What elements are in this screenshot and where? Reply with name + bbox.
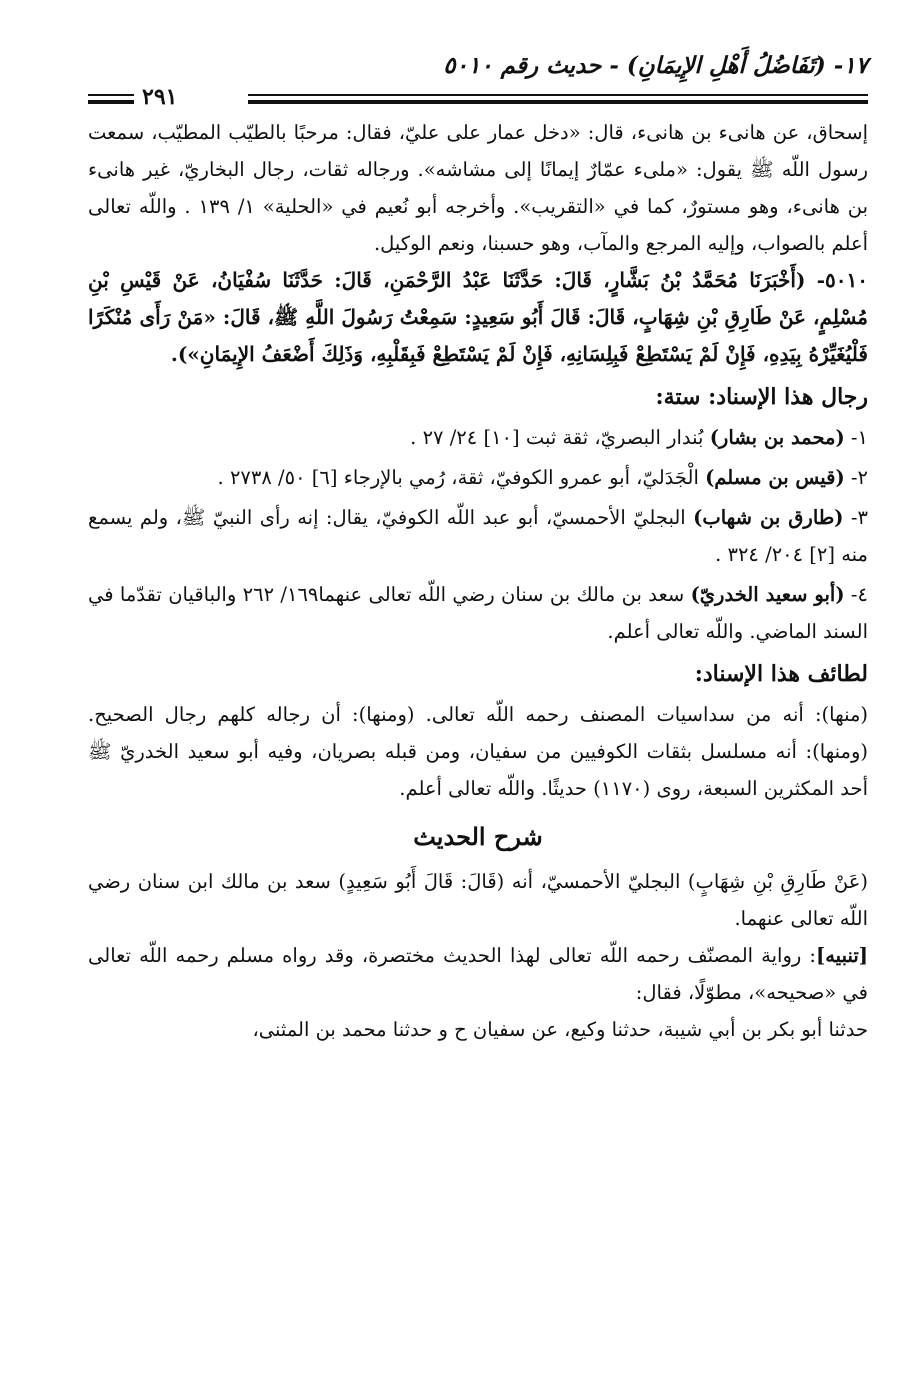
narrator-text: البجليّ الأحمسيّ، أبو عبد اللّه الكوفيّ، يقال: إنه رأى النبيّ ﷺ، ولم يسمع منه [٢] ٢٠٤/ ٣٢٤ . bbox=[88, 506, 868, 566]
narrator-name: (أبو سعيد الخدريّ) bbox=[690, 583, 845, 606]
narrator-item bbox=[88, 499, 868, 573]
page bbox=[88, 48, 868, 1348]
narrator-item bbox=[88, 576, 868, 650]
sharh-paragraph: (عَنْ طَارِقِ بْنِ شِهَابٍ) البجليّ الأحمسيّ، أنه (قَالَ: قَالَ أَبُو سَعِيدٍ) سعد بن مالك ابن سنان رضي اللّه تعالى عنهما. bbox=[88, 870, 868, 930]
narrator-number: ٣- bbox=[843, 506, 869, 529]
sharh-heading: شرح الحديث bbox=[413, 822, 543, 851]
narrator-item bbox=[88, 419, 868, 456]
header-rule-thick-left bbox=[88, 100, 134, 104]
tanbih-text: : رواية المصنّف رحمه اللّه تعالى لهذا الحديث مختصرة، وقد رواه مسلم رحمه اللّه تعالى في «صحيحه»، مطوّلًا، فقال: bbox=[88, 944, 868, 1004]
hadith-text: ٥٠١٠- (أَخْبَرَنَا مُحَمَّدُ بْنُ بَشَّارٍ، قَالَ: حَدَّثَنَا عَبْدُ الرَّحْمَنِ، قَالَ: حَدَّثَنَا سُفْيَانُ، عَنْ قَيْسِ بْنِ مُسْلِمٍ، عَنْ طَارِقِ بْنِ شِهَابٍ، قَالَ: قَالَ أَبُو سَعِيدٍ: سَمِعْتُ رَسُولَ اللَّهِ ﷺ، قَالَ: «مَنْ رَأَى مُنْكَرًا فَلْيُغَيِّرْهُ بِيَدِهِ، فَإِنْ لَمْ يَسْتَطِعْ فَبِلِسَانِهِ، فَإِنْ لَمْ يَسْتَطِعْ فَبِقَلْبِهِ، وَذَلِكَ أَضْعَفُ الإِيمَانِ»). bbox=[88, 268, 868, 366]
narrator-text: سعد بن مالك بن سنان رضي اللّه تعالى عنهما١٦٩/ ٢٦٢ والباقيان تقدّما في السند الماضي. واللّه تعالى أعلم. bbox=[88, 583, 868, 643]
last-paragraph: حدثنا أبو بكر بن أبي شيبة، حدثنا وكيع، عن سفيان ح و حدثنا محمد بن المثنى، bbox=[252, 1018, 868, 1041]
tanbih-label: [تنبيه] bbox=[816, 944, 868, 967]
running-header bbox=[88, 48, 868, 114]
lataif-paragraph: (منها): أنه من سداسيات المصنف رحمه اللّه تعالى. (ومنها): أن رجاله كلهم رجال الصحيح. (ومنها): أنه مسلسل بثقات الكوفيين من سفيان، ومن قبله بصريان، وفيه أبو سعيد الخدريّ ﷺ أحد المكثرين السبعة، روى (١١٧٠) حديثًا. واللّه تعالى أعلم. bbox=[88, 703, 868, 800]
tanbih-paragraph bbox=[88, 937, 868, 1011]
narrator-name: (قيس بن مسلم) bbox=[705, 466, 845, 489]
header-rule-thick bbox=[248, 100, 868, 104]
header-rule-thin bbox=[248, 94, 868, 96]
narrator-text: الْجَدَليّ، أبو عمرو الكوفيّ، ثقة، رُمي بالإرجاء [٦] ٥٠/ ٢٧٣٨ . bbox=[217, 466, 706, 489]
narrator-text: بُندار البصريّ، ثقة ثبت [١٠] ٢٤/ ٢٧ . bbox=[410, 426, 710, 449]
narrators-heading: رجال هذا الإسناد: ستة: bbox=[655, 384, 868, 410]
narrator-name: (محمد بن بشار) bbox=[709, 426, 845, 449]
narrator-name: (طارق بن شهاب) bbox=[693, 506, 844, 529]
intro-paragraph: إسحاق، عن هانىء بن هانىء، قال: «دخل عمار على عليّ، فقال: مرحبًا بالطيّب المطيّب، سمعت رسول اللّه ﷺ يقول: «ملىء عمّارٌ إيمانًا إلى مشاشه». ورجاله ثقات، رجال البخاريّ، غير هانىء بن هانىء، وهو مستورٌ، كما في «التقريب». وأخرجه أبو نُعيم في «الحلية» ١/ ١٣٩ . واللّه تعالى أعلم بالصواب، وإليه المرجع والمآب، وهو حسبنا، ونعم الوكيل. bbox=[88, 121, 869, 255]
page-number: ٢٩١ bbox=[134, 84, 185, 110]
narrator-number: ١- bbox=[844, 426, 868, 449]
lataif-heading: لطائف هذا الإسناد: bbox=[694, 661, 868, 687]
header-title: ١٧- (تَفَاضُلُ أَهْلِ الإِيمَانِ) - حديث رقم ٥٠١٠ bbox=[443, 52, 868, 79]
narrator-number: ٤- bbox=[844, 583, 868, 606]
narrator-item bbox=[88, 459, 868, 496]
header-rule-thin-left bbox=[88, 94, 134, 96]
narrator-number: ٢- bbox=[844, 466, 868, 489]
